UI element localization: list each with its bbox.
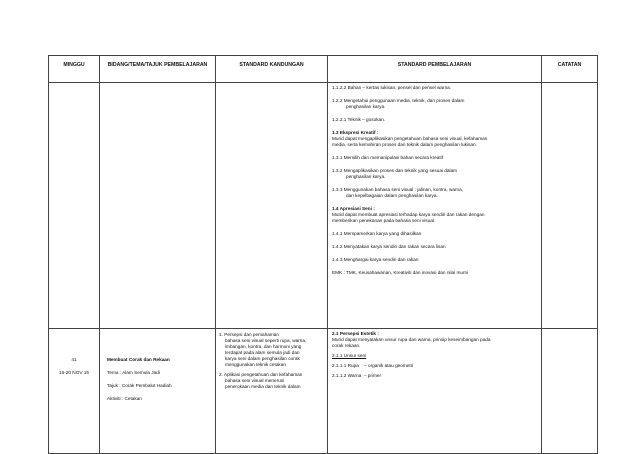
catatan-cell [542, 83, 598, 329]
sk-line: 2. Aplikasi pengetahuan dan kefahaman [219, 372, 303, 377]
topic-cell [100, 329, 216, 454]
sp-line: Murid dapat membuat apresiasi terhadap karya sendiri dan rakan dengan [332, 212, 485, 217]
topic-tema: Tema : Alam Semula Jadi [107, 370, 160, 375]
sk-line: menggunakan teknik cetakan. [225, 362, 288, 367]
topic-aktiviti: Aktiviti : Cetakan [107, 396, 142, 401]
sp-line: 1.3.2 Mengaplikasikan proses dan teknik yang sesuai dalam [332, 168, 458, 173]
sp-line: 1.1.2.2 Bahan – kertas lukisan, pensel dan pensel warna. [332, 85, 452, 90]
sk-cell [216, 329, 328, 454]
sp-line: 1.3.1 Memilih dan memanipulasi bahan secara kreatif [332, 155, 443, 160]
sp-line: penghasilan karya. [346, 174, 386, 179]
emk-line: EMK : TMK, Keusahawanan, Kreativiti dan inovasi dan nilai murni [332, 270, 469, 275]
sk-line: bahasa seni visual seperti rupa, warna, [225, 338, 307, 343]
sp-line: 1.2.2 Mengetahui penggunaan media, teknik, dan proses dalam [332, 98, 465, 103]
sp-line: penghasilan karya. [346, 104, 386, 109]
header-bidang: BIDANG/TEMA/TAJUK PEMBELAJARAN [100, 56, 216, 83]
sp-heading: 2.1 Persepsi Estetik : [332, 331, 379, 336]
sk-line: bahasa seni visual menerusi [225, 378, 285, 383]
sp-line: 1.4.1 Mempamerkan karya yang dihasilkan [332, 231, 422, 236]
sp-line: 2.1.1.2 Warna – primer [332, 373, 382, 378]
topic-tajuk: Tajuk : Corak Pembalut Hadiah [107, 383, 172, 388]
lesson-plan-table [48, 55, 598, 454]
topic-cell [100, 83, 216, 329]
sp-heading: 1.3 Ekspresi Kreatif : [332, 130, 379, 135]
sp-line: 1.2.2.1 Teknik – gosokan. [332, 117, 386, 122]
sp-line: dan kepelbagaian dalam penghasilan karya. [346, 193, 438, 198]
week-number: 41 [71, 357, 77, 362]
week-cell [49, 329, 100, 454]
table-row [49, 329, 598, 454]
header-minggu: MINGGU [49, 56, 100, 83]
sp-line: memberikan penekanan pada bahasa seni visual. [332, 218, 436, 223]
table-row [49, 83, 598, 329]
sk-line: imbangan, kontra, dan harmoni yang [225, 344, 302, 349]
sp-line: Murid dapat menyatakan unsur rupa dan warna, prinsip keseimbangan pada [332, 337, 491, 342]
week-date: 16-20 NOV 15 [59, 370, 89, 375]
catatan-cell [542, 329, 598, 454]
sp-line: 1.3.3 Menggunakan bahasa seni visual : jalinan, kontra, warna, [332, 187, 464, 192]
sp-cell [328, 83, 542, 329]
sk-line: 1. Persepsi dan pemahaman [219, 332, 279, 337]
header-standard-pembelajaran: STANDARD PEMBELAJARAN [328, 56, 542, 83]
header-catatan: CATATAN [542, 56, 598, 83]
sp-heading: 1.4 Apresiasi Seni : [332, 206, 375, 211]
sp-line: 2.1.1 Unsur seni [332, 353, 367, 358]
sp-line: corak rekaan. [332, 343, 361, 348]
topic-title: Membuat Corak dan Rekaan [107, 357, 170, 362]
sp-line: 1.4.3 Menghargai karya sendiri dan rakan [332, 257, 419, 262]
table-header-row [49, 56, 598, 83]
week-cell [49, 83, 100, 329]
header-standard-kandungan: STANDARD KANDUNGAN [216, 56, 328, 83]
sp-line: Murid dapat mengaplikasikan pengetahuan bahasa seni visual, kefahaman [332, 136, 488, 141]
sk-cell [216, 83, 328, 329]
sp-cell [328, 329, 542, 454]
sp-line: 1.4.2 Menyatakan karya sendiri dan rakan secara lisan [332, 244, 446, 249]
sp-line: 2.1.1.1 Rupa – organik atau geometri [332, 363, 414, 368]
sp-line: media, serta kemahiran proses dan teknik dalam penghasilan lukisan. [332, 142, 477, 147]
sk-line: terdapat pada alam semula jadi dan [225, 350, 300, 355]
sk-line: penerokaan media dan teknik dalam [225, 384, 301, 389]
sk-line: karya seni dalam penghasilan corak [225, 356, 300, 361]
